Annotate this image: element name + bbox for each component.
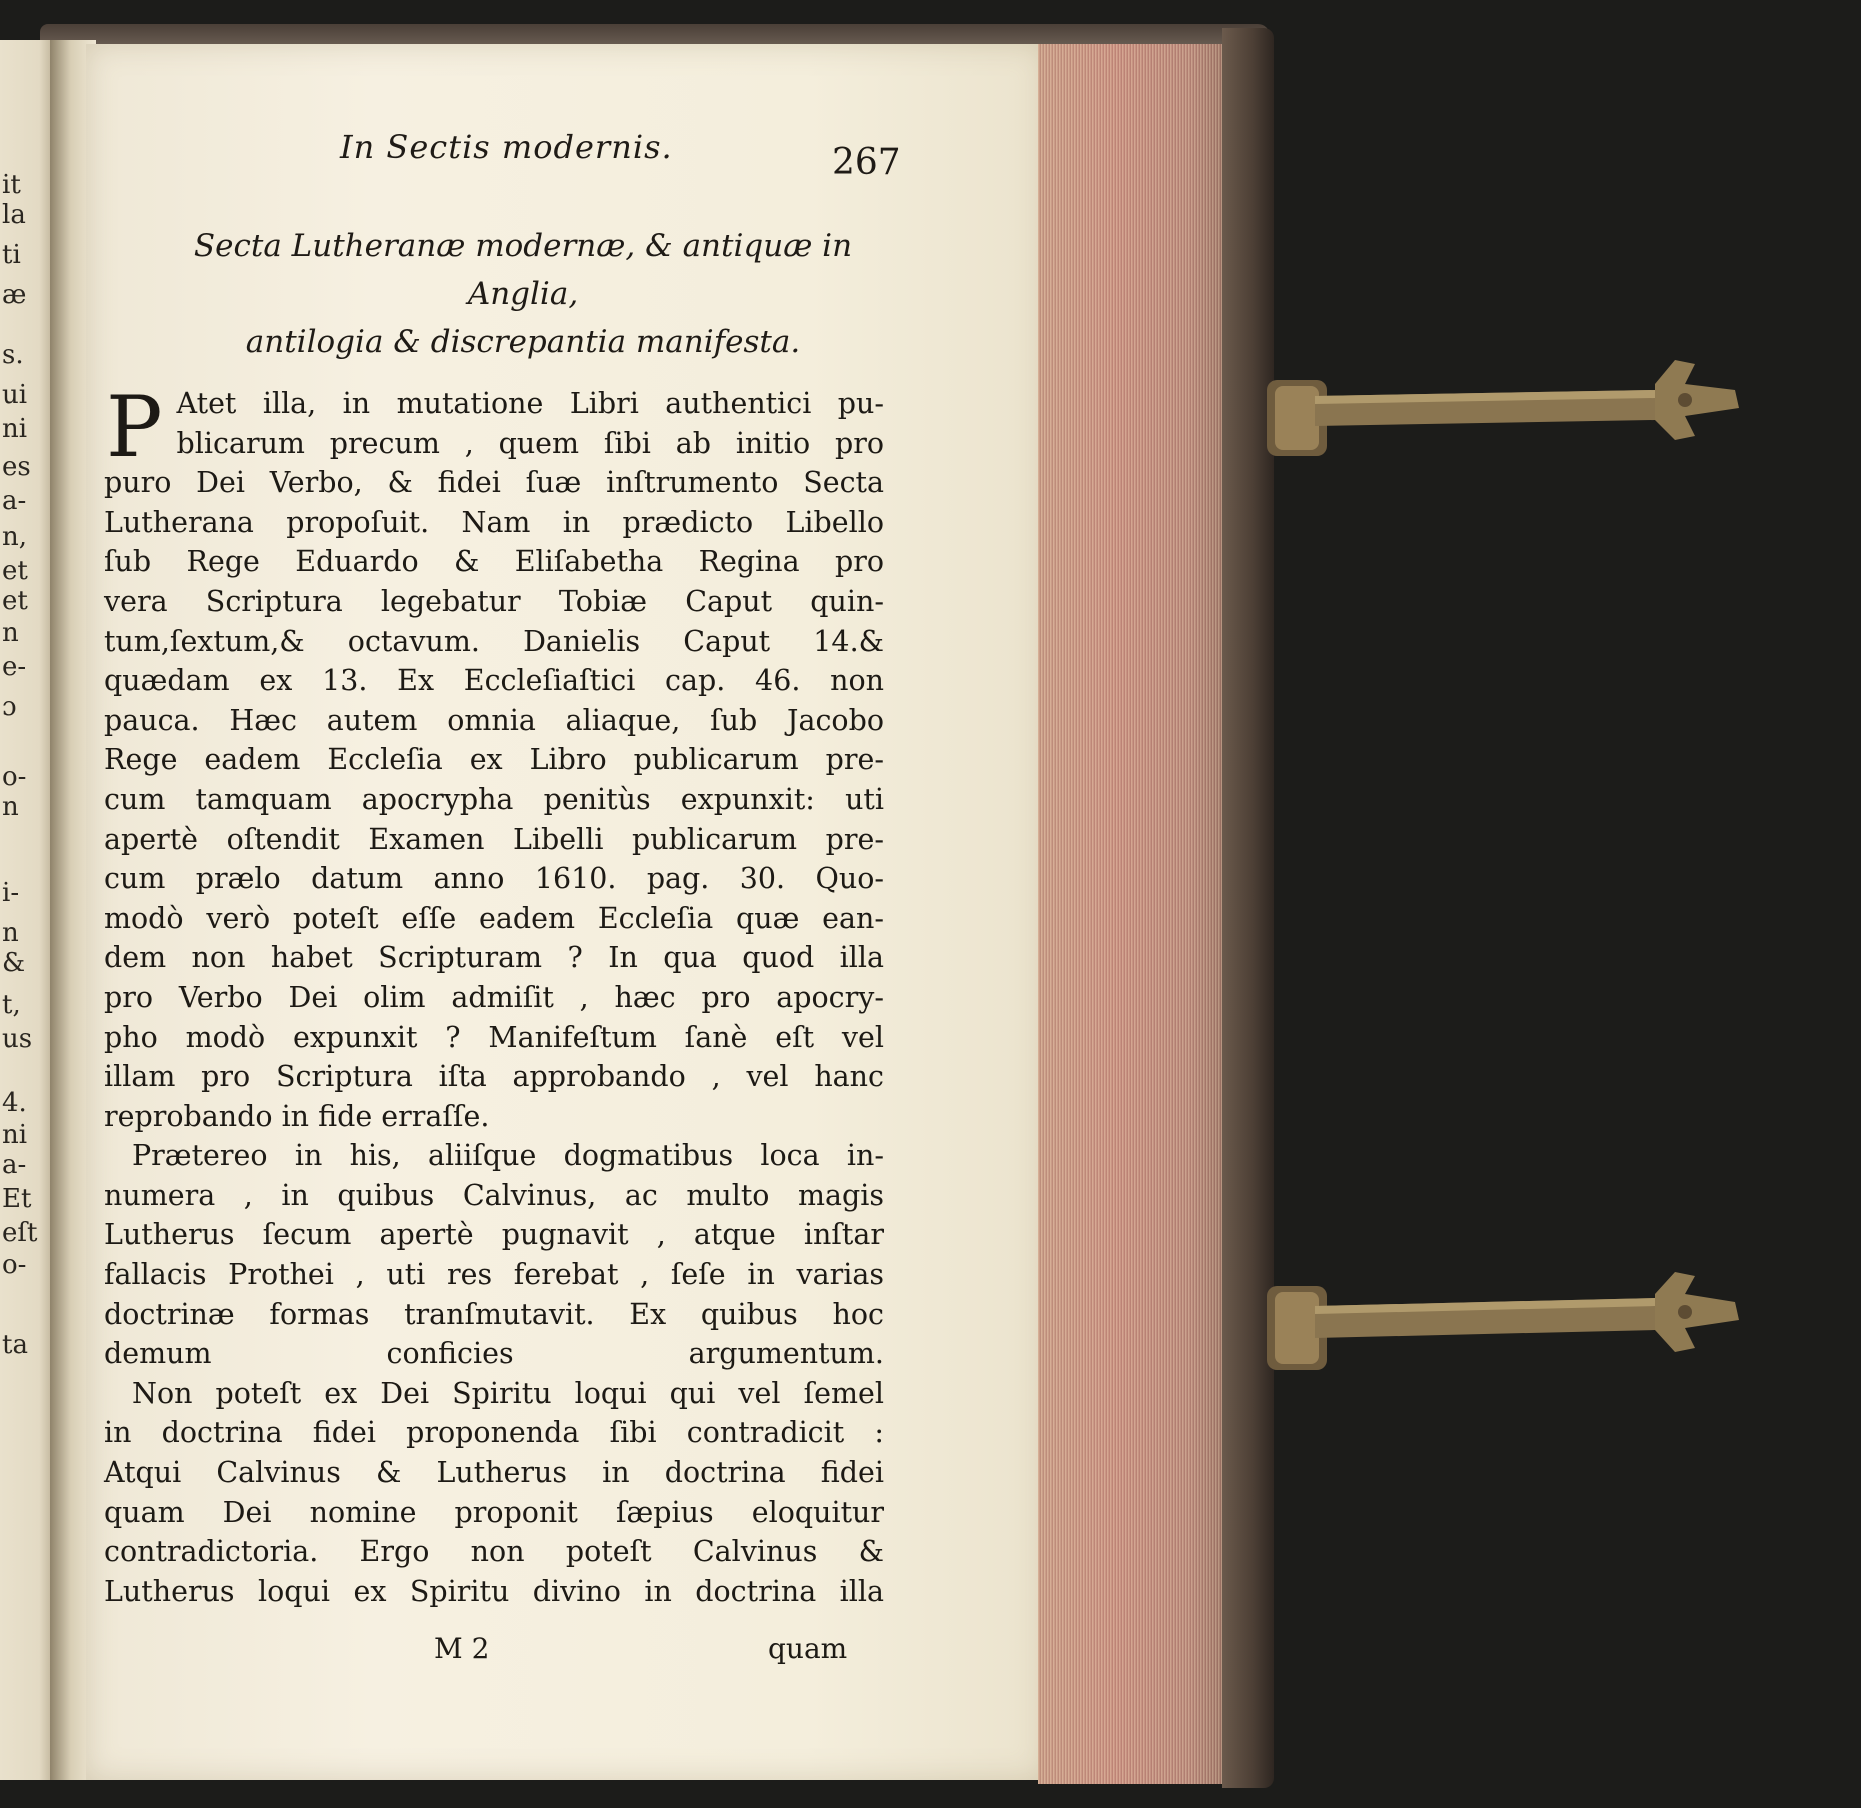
text-line: Lutherana propoſuit. Nam in prædicto Libello [104, 505, 884, 539]
text-line: pauca. Hæc autem omnia aliaque, ſub Jacobo [104, 703, 884, 737]
drop-cap: P [106, 378, 163, 476]
cover-board [1222, 28, 1274, 1788]
left-page [0, 40, 56, 1780]
left-page-fragment: 4. [2, 1088, 27, 1118]
left-page-fragment: n [2, 618, 19, 648]
text-line: pro Verbo Dei olim admiſit , hæc pro apocry- [104, 980, 884, 1014]
catchword: quam [768, 1632, 848, 1665]
left-page-fragment: a- [2, 486, 27, 516]
text-line: Lutherus loqui ex Spiritu divino in doctrina illa [104, 1574, 884, 1608]
text-line: blicarum precum , quem ſibi ab initio pro [176, 426, 884, 460]
left-page-fragment: o- [2, 1250, 27, 1280]
text-line: contradictoria. Ergo non poteſt Calvinus & [104, 1535, 884, 1569]
text-line: puro Dei Verbo, & fidei ſuæ inſtrumento Secta [104, 466, 884, 500]
text-line: cum prælo datum anno 1610. pag. 30. Quo- [104, 862, 884, 896]
left-page-fragment: o- [2, 762, 27, 792]
text-line: tum,ſextum,& octavum. Danielis Caput 14.& [104, 624, 884, 658]
left-page-fragment: eſt [2, 1218, 38, 1248]
left-page-fragment: it [2, 170, 21, 200]
text-line: Lutherus ſecum apertè pugnavit , atque inſtar [104, 1218, 884, 1252]
text-line: ſub Rege Eduardo & Eliſabetha Regina pro [104, 545, 884, 579]
left-page-fragment: ui [2, 380, 28, 410]
text-line: fallacis Prothei , uti res ferebat , ſeſe in varias [104, 1258, 884, 1292]
title-line: antilogia & discrepantia manifesta. [245, 324, 801, 360]
left-page-fragment: us [2, 1024, 33, 1054]
left-page-fragment: ni [2, 414, 28, 444]
text-line: Rege eadem Eccleſia ex Libro publicarum pre- [104, 743, 884, 777]
left-page-fragment: ta [2, 1330, 28, 1360]
text-line: Atet illa, in mutatione Libri authentici pu- [176, 387, 884, 420]
text-line: in doctrina fidei proponenda ſibi contradicit : [104, 1416, 884, 1450]
text-line: Atqui Calvinus & Lutherus in doctrina fidei [104, 1456, 884, 1490]
left-page-fragment: n [2, 792, 19, 822]
left-page-fragment: n [2, 918, 19, 948]
brass-clasp-icon [1255, 1272, 1755, 1392]
fore-edge [1038, 44, 1228, 1784]
text-line: quam Dei nomine proponit ſæpius eloquitur [104, 1495, 884, 1529]
text-line: modò verò poteſt eſſe eadem Eccleſia quæ ean- [104, 901, 884, 935]
text-line: pho modò expunxit ? Manifeſtum ſanè eſt vel [104, 1020, 884, 1054]
paragraph [104, 1136, 884, 1374]
left-page-fragment: e- [2, 652, 27, 682]
page-number: 267 [832, 142, 901, 183]
left-page-fragment: Et [2, 1184, 32, 1214]
left-page-fragment: t, [2, 990, 21, 1020]
text-line: numera , in quibus Calvinus, ac multo magis [104, 1178, 884, 1212]
text-line: quædam ex 13. Ex Eccleſiaſtici cap. 46. non [104, 664, 884, 698]
text-line: dem non habet Scripturam ? In qua quod illa [104, 941, 884, 975]
left-page-fragment: n, [2, 522, 28, 552]
left-page-fragment: et [2, 586, 28, 616]
body-text [104, 378, 884, 1611]
text-line: cum tamquam apocrypha penitùs expunxit: uti [104, 782, 884, 816]
left-page-fragment: et [2, 556, 28, 586]
left-page-fragment: ɔ [2, 692, 17, 722]
text-line: Non poteſt ex Dei Spiritu loqui qui vel ſemel [132, 1376, 884, 1410]
text-line: demum conficies argumentum. [104, 1337, 884, 1371]
left-page-fragment: a- [2, 1150, 27, 1180]
paragraph [104, 378, 884, 1136]
left-page-fragment: s. [2, 340, 24, 370]
text-line: reprobando in fide erraſſe. [104, 1099, 490, 1133]
section-title [138, 222, 908, 366]
text-line: Prætereo in his, aliiſque dogmatibus loca in- [132, 1139, 884, 1173]
text-line: illam pro Scriptura iſta approbando , vel hanc [104, 1060, 884, 1094]
left-page-fragment: & [2, 948, 26, 978]
text-line: doctrinæ formas tranſmutavit. Ex quibus hoc [104, 1297, 884, 1331]
left-page-fragment: ti [2, 240, 21, 270]
paragraph [104, 1374, 884, 1612]
text-line: vera Scriptura legebatur Tobiæ Caput quin- [104, 584, 884, 618]
left-page-fragment: la [2, 200, 26, 230]
left-page-fragment: ni [2, 1120, 28, 1150]
title-line: Secta Lutheranæ modernæ, & antiquæ in Anglia, [193, 228, 853, 312]
left-page-fragment: æ [2, 280, 27, 310]
text-line: apertè oſtendit Examen Libelli publicarum pre- [104, 822, 884, 856]
running-head: In Sectis modernis. [340, 128, 673, 166]
signature-mark: M 2 [434, 1632, 490, 1665]
left-page-fragment: es [2, 452, 31, 482]
brass-clasp-icon [1255, 360, 1755, 480]
left-page-fragment: i- [2, 878, 20, 908]
